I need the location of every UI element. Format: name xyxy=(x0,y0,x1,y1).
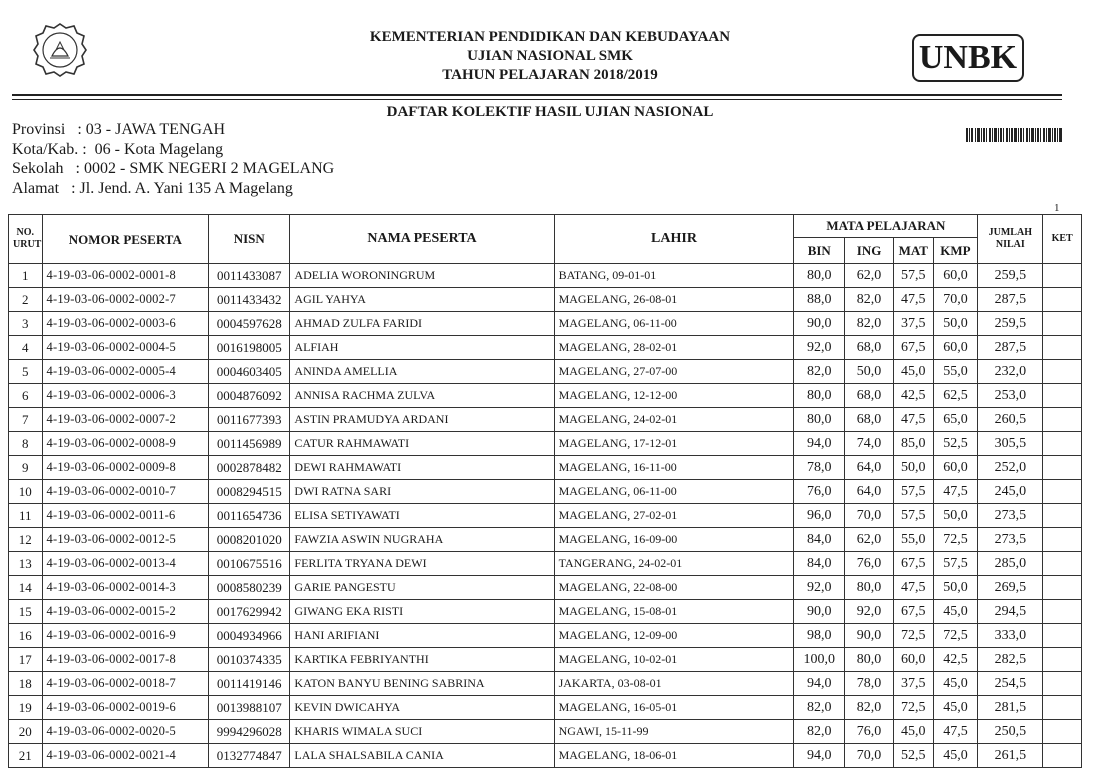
cell-jumlah-nilai: 232,0 xyxy=(978,360,1043,384)
cell-ket xyxy=(1043,384,1082,408)
cell-kmp: 45,0 xyxy=(933,696,978,720)
cell-no-urut: 9 xyxy=(9,456,43,480)
cell-kmp: 65,0 xyxy=(933,408,978,432)
cell-nomor-peserta: 4-19-03-06-0002-0009-8 xyxy=(42,456,209,480)
cell-nomor-peserta: 4-19-03-06-0002-0004-5 xyxy=(42,336,209,360)
cell-lahir: MAGELANG, 06-11-00 xyxy=(554,312,794,336)
cell-mat: 47,5 xyxy=(893,288,933,312)
table-row xyxy=(9,528,1082,552)
cell-nisn: 0011433087 xyxy=(209,264,290,288)
cell-no-urut: 21 xyxy=(9,744,43,768)
page-number: 1 xyxy=(1054,202,1060,214)
cell-no-urut: 2 xyxy=(9,288,43,312)
cell-bin: 92,0 xyxy=(794,336,845,360)
cell-nomor-peserta: 4-19-03-06-0002-0010-7 xyxy=(42,480,209,504)
cell-nomor-peserta: 4-19-03-06-0002-0019-6 xyxy=(42,696,209,720)
cell-bin: 90,0 xyxy=(794,312,845,336)
cell-bin: 98,0 xyxy=(794,624,845,648)
cell-lahir: MAGELANG, 17-12-01 xyxy=(554,432,794,456)
table-row xyxy=(9,648,1082,672)
cell-lahir: MAGELANG, 22-08-00 xyxy=(554,576,794,600)
cell-no-urut: 5 xyxy=(9,360,43,384)
cell-mat: 67,5 xyxy=(893,336,933,360)
cell-nisn: 0010374335 xyxy=(209,648,290,672)
provinsi-row xyxy=(12,120,334,140)
tut-wuri-handayani-logo-icon xyxy=(30,20,90,80)
cell-bin: 94,0 xyxy=(794,432,845,456)
kota-row xyxy=(12,140,334,160)
cell-nomor-peserta: 4-19-03-06-0002-0021-4 xyxy=(42,744,209,768)
header-lahir: LAHIR xyxy=(554,215,794,264)
cell-mat: 57,5 xyxy=(893,480,933,504)
cell-kmp: 50,0 xyxy=(933,312,978,336)
cell-bin: 82,0 xyxy=(794,696,845,720)
cell-nama-peserta: KHARIS WIMALA SUCI xyxy=(290,720,554,744)
cell-kmp: 45,0 xyxy=(933,600,978,624)
cell-nama-peserta: GARIE PANGESTU xyxy=(290,576,554,600)
cell-kmp: 47,5 xyxy=(933,480,978,504)
sekolah-row xyxy=(12,159,334,179)
cell-lahir: MAGELANG, 24-02-01 xyxy=(554,408,794,432)
cell-nama-peserta: ADELIA WORONINGRUM xyxy=(290,264,554,288)
cell-nama-peserta: FERLITA TRYANA DEWI xyxy=(290,552,554,576)
cell-nama-peserta: KEVIN DWICAHYA xyxy=(290,696,554,720)
cell-bin: 80,0 xyxy=(794,264,845,288)
cell-nomor-peserta: 4-19-03-06-0002-0007-2 xyxy=(42,408,209,432)
cell-ket xyxy=(1043,648,1082,672)
cell-ing: 92,0 xyxy=(845,600,894,624)
cell-ket xyxy=(1043,528,1082,552)
cell-ket xyxy=(1043,744,1082,768)
cell-ket xyxy=(1043,720,1082,744)
cell-jumlah-nilai: 269,5 xyxy=(978,576,1043,600)
cell-nisn: 0010675516 xyxy=(209,552,290,576)
cell-jumlah-nilai: 333,0 xyxy=(978,624,1043,648)
cell-kmp: 60,0 xyxy=(933,336,978,360)
cell-nisn: 0004603405 xyxy=(209,360,290,384)
table-row xyxy=(9,624,1082,648)
cell-no-urut: 13 xyxy=(9,552,43,576)
cell-nama-peserta: KATON BANYU BENING SABRINA xyxy=(290,672,554,696)
cell-ket xyxy=(1043,600,1082,624)
cell-nama-peserta: ANNISA RACHMA ZULVA xyxy=(290,384,554,408)
cell-kmp: 50,0 xyxy=(933,504,978,528)
cell-nisn: 0016198005 xyxy=(209,336,290,360)
cell-nomor-peserta: 4-19-03-06-0002-0014-3 xyxy=(42,576,209,600)
table-row xyxy=(9,432,1082,456)
cell-ket xyxy=(1043,672,1082,696)
cell-nomor-peserta: 4-19-03-06-0002-0015-2 xyxy=(42,600,209,624)
table-row xyxy=(9,720,1082,744)
cell-nama-peserta: ASTIN PRAMUDYA ARDANI xyxy=(290,408,554,432)
cell-jumlah-nilai: 285,0 xyxy=(978,552,1043,576)
cell-jumlah-nilai: 259,5 xyxy=(978,312,1043,336)
cell-nomor-peserta: 4-19-03-06-0002-0020-5 xyxy=(42,720,209,744)
cell-nama-peserta: CATUR RAHMAWATI xyxy=(290,432,554,456)
cell-bin: 90,0 xyxy=(794,600,845,624)
header-divider xyxy=(12,94,1062,96)
cell-nisn: 0011433432 xyxy=(209,288,290,312)
cell-kmp: 50,0 xyxy=(933,576,978,600)
cell-nisn: 9994296028 xyxy=(209,720,290,744)
cell-ket xyxy=(1043,312,1082,336)
table-row xyxy=(9,480,1082,504)
cell-nama-peserta: KARTIKA FEBRIYANTHI xyxy=(290,648,554,672)
cell-bin: 80,0 xyxy=(794,384,845,408)
cell-nama-peserta: DWI RATNA SARI xyxy=(290,480,554,504)
cell-ket xyxy=(1043,408,1082,432)
header-nomor-peserta: NOMOR PESERTA xyxy=(42,215,209,264)
cell-mat: 45,0 xyxy=(893,720,933,744)
cell-nisn: 0002878482 xyxy=(209,456,290,480)
header-divider-thin xyxy=(12,99,1062,100)
cell-mat: 50,0 xyxy=(893,456,933,480)
cell-bin: 80,0 xyxy=(794,408,845,432)
header-no-urut: NO. URUT xyxy=(9,215,43,264)
cell-ket xyxy=(1043,624,1082,648)
cell-no-urut: 15 xyxy=(9,600,43,624)
cell-no-urut: 1 xyxy=(9,264,43,288)
cell-lahir: MAGELANG, 10-02-01 xyxy=(554,648,794,672)
cell-no-urut: 3 xyxy=(9,312,43,336)
cell-nomor-peserta: 4-19-03-06-0002-0001-8 xyxy=(42,264,209,288)
cell-lahir: MAGELANG, 16-09-00 xyxy=(554,528,794,552)
cell-jumlah-nilai: 259,5 xyxy=(978,264,1043,288)
cell-ket xyxy=(1043,552,1082,576)
cell-ket xyxy=(1043,480,1082,504)
table-row xyxy=(9,288,1082,312)
cell-mat: 57,5 xyxy=(893,264,933,288)
cell-no-urut: 17 xyxy=(9,648,43,672)
cell-kmp: 72,5 xyxy=(933,528,978,552)
cell-ing: 76,0 xyxy=(845,720,894,744)
cell-lahir: BATANG, 09-01-01 xyxy=(554,264,794,288)
cell-no-urut: 18 xyxy=(9,672,43,696)
cell-lahir: MAGELANG, 26-08-01 xyxy=(554,288,794,312)
cell-no-urut: 8 xyxy=(9,432,43,456)
cell-nama-peserta: HANI ARIFIANI xyxy=(290,624,554,648)
cell-jumlah-nilai: 254,5 xyxy=(978,672,1043,696)
cell-bin: 94,0 xyxy=(794,672,845,696)
cell-no-urut: 6 xyxy=(9,384,43,408)
cell-no-urut: 12 xyxy=(9,528,43,552)
cell-mat: 45,0 xyxy=(893,360,933,384)
header-kmp: KMP xyxy=(933,238,978,264)
cell-no-urut: 7 xyxy=(9,408,43,432)
table-row xyxy=(9,408,1082,432)
cell-kmp: 62,5 xyxy=(933,384,978,408)
cell-nomor-peserta: 4-19-03-06-0002-0017-8 xyxy=(42,648,209,672)
cell-mat: 37,5 xyxy=(893,312,933,336)
cell-ing: 50,0 xyxy=(845,360,894,384)
cell-nomor-peserta: 4-19-03-06-0002-0012-5 xyxy=(42,528,209,552)
cell-mat: 57,5 xyxy=(893,504,933,528)
table-row xyxy=(9,384,1082,408)
table-row xyxy=(9,336,1082,360)
cell-mat: 47,5 xyxy=(893,408,933,432)
cell-jumlah-nilai: 252,0 xyxy=(978,456,1043,480)
cell-ing: 78,0 xyxy=(845,672,894,696)
cell-nomor-peserta: 4-19-03-06-0002-0013-4 xyxy=(42,552,209,576)
cell-lahir: MAGELANG, 12-09-00 xyxy=(554,624,794,648)
cell-kmp: 52,5 xyxy=(933,432,978,456)
cell-ing: 82,0 xyxy=(845,312,894,336)
header-bin: BIN xyxy=(794,238,845,264)
cell-ing: 76,0 xyxy=(845,552,894,576)
cell-nomor-peserta: 4-19-03-06-0002-0003-6 xyxy=(42,312,209,336)
cell-lahir: MAGELANG, 28-02-01 xyxy=(554,336,794,360)
cell-nisn: 0008580239 xyxy=(209,576,290,600)
table-row xyxy=(9,552,1082,576)
cell-kmp: 55,0 xyxy=(933,360,978,384)
cell-lahir: NGAWI, 15-11-99 xyxy=(554,720,794,744)
cell-ket xyxy=(1043,288,1082,312)
cell-nama-peserta: FAWZIA ASWIN NUGRAHA xyxy=(290,528,554,552)
cell-nisn: 0008294515 xyxy=(209,480,290,504)
table-row xyxy=(9,600,1082,624)
cell-nomor-peserta: 4-19-03-06-0002-0006-3 xyxy=(42,384,209,408)
cell-jumlah-nilai: 287,5 xyxy=(978,336,1043,360)
cell-nisn: 0011456989 xyxy=(209,432,290,456)
cell-nisn: 0004876092 xyxy=(209,384,290,408)
header-jumlah-nilai: JUMLAH NILAI xyxy=(978,215,1043,264)
cell-ing: 70,0 xyxy=(845,504,894,528)
cell-nama-peserta: ALFIAH xyxy=(290,336,554,360)
cell-mat: 85,0 xyxy=(893,432,933,456)
cell-kmp: 42,5 xyxy=(933,648,978,672)
cell-nama-peserta: LALA SHALSABILA CANIA xyxy=(290,744,554,768)
cell-mat: 72,5 xyxy=(893,624,933,648)
cell-no-urut: 14 xyxy=(9,576,43,600)
cell-ket xyxy=(1043,576,1082,600)
cell-kmp: 72,5 xyxy=(933,624,978,648)
cell-ing: 70,0 xyxy=(845,744,894,768)
cell-nisn: 0013988107 xyxy=(209,696,290,720)
header-nama-peserta: NAMA PESERTA xyxy=(290,215,554,264)
cell-bin: 100,0 xyxy=(794,648,845,672)
kota-label: Kota/Kab. : xyxy=(12,140,87,158)
cell-kmp: 70,0 xyxy=(933,288,978,312)
table-row xyxy=(9,696,1082,720)
header-nisn: NISN xyxy=(209,215,290,264)
table-row xyxy=(9,504,1082,528)
cell-mat: 67,5 xyxy=(893,552,933,576)
header-mata-pelajaran: MATA PELAJARAN xyxy=(794,215,978,238)
academic-year: TAHUN PELAJARAN 2018/2019 xyxy=(442,67,658,83)
cell-ing: 64,0 xyxy=(845,480,894,504)
cell-kmp: 47,5 xyxy=(933,720,978,744)
cell-no-urut: 19 xyxy=(9,696,43,720)
cell-bin: 94,0 xyxy=(794,744,845,768)
cell-nisn: 0017629942 xyxy=(209,600,290,624)
sekolah-value: : 0002 - SMK NEGERI 2 MAGELANG xyxy=(75,160,335,177)
cell-no-urut: 11 xyxy=(9,504,43,528)
cell-lahir: MAGELANG, 15-08-01 xyxy=(554,600,794,624)
cell-ing: 80,0 xyxy=(845,576,894,600)
cell-nama-peserta: AGIL YAHYA xyxy=(290,288,554,312)
cell-lahir: MAGELANG, 16-11-00 xyxy=(554,456,794,480)
cell-ket xyxy=(1043,336,1082,360)
cell-nomor-peserta: 4-19-03-06-0002-0018-7 xyxy=(42,672,209,696)
cell-ket xyxy=(1043,432,1082,456)
cell-jumlah-nilai: 261,5 xyxy=(978,744,1043,768)
cell-jumlah-nilai: 305,5 xyxy=(978,432,1043,456)
cell-ing: 64,0 xyxy=(845,456,894,480)
ministry-title: KEMENTERIAN PENDIDIKAN DAN KEBUDAYAAN xyxy=(369,29,731,45)
cell-kmp: 45,0 xyxy=(933,744,978,768)
cell-nisn: 0011654736 xyxy=(209,504,290,528)
cell-jumlah-nilai: 253,0 xyxy=(978,384,1043,408)
cell-mat: 47,5 xyxy=(893,576,933,600)
cell-ing: 74,0 xyxy=(845,432,894,456)
cell-jumlah-nilai: 260,5 xyxy=(978,408,1043,432)
provinsi-label: Provinsi xyxy=(12,121,66,138)
table-row xyxy=(9,672,1082,696)
cell-bin: 84,0 xyxy=(794,528,845,552)
cell-bin: 76,0 xyxy=(794,480,845,504)
cell-lahir: MAGELANG, 27-07-00 xyxy=(554,360,794,384)
document-header xyxy=(300,28,800,85)
cell-nama-peserta: AHMAD ZULFA FARIDI xyxy=(290,312,554,336)
cell-bin: 82,0 xyxy=(794,720,845,744)
school-info xyxy=(12,120,334,198)
cell-bin: 78,0 xyxy=(794,456,845,480)
cell-ket xyxy=(1043,264,1082,288)
cell-ing: 90,0 xyxy=(845,624,894,648)
cell-lahir: MAGELANG, 27-02-01 xyxy=(554,504,794,528)
cell-mat: 72,5 xyxy=(893,696,933,720)
table-row xyxy=(9,456,1082,480)
table-row xyxy=(9,576,1082,600)
cell-ing: 68,0 xyxy=(845,384,894,408)
cell-nisn: 0132774847 xyxy=(209,744,290,768)
cell-nomor-peserta: 4-19-03-06-0002-0008-9 xyxy=(42,432,209,456)
cell-jumlah-nilai: 282,5 xyxy=(978,648,1043,672)
provinsi-value: : 03 - JAWA TENGAH xyxy=(77,121,226,138)
cell-nama-peserta: ELISA SETIYAWATI xyxy=(290,504,554,528)
cell-mat: 55,0 xyxy=(893,528,933,552)
cell-nomor-peserta: 4-19-03-06-0002-0011-6 xyxy=(42,504,209,528)
cell-ing: 82,0 xyxy=(845,288,894,312)
kota-value: 06 - Kota Magelang xyxy=(94,140,224,158)
alamat-label: Alamat xyxy=(12,179,60,197)
barcode-icon xyxy=(966,128,1062,142)
cell-nomor-peserta: 4-19-03-06-0002-0002-7 xyxy=(42,288,209,312)
cell-jumlah-nilai: 273,5 xyxy=(978,528,1043,552)
cell-mat: 60,0 xyxy=(893,648,933,672)
table-row xyxy=(9,264,1082,288)
cell-nama-peserta: ANINDA AMELLIA xyxy=(290,360,554,384)
cell-nama-peserta: DEWI RAHMAWATI xyxy=(290,456,554,480)
cell-bin: 96,0 xyxy=(794,504,845,528)
cell-lahir: MAGELANG, 12-12-00 xyxy=(554,384,794,408)
document-subtitle: DAFTAR KOLEKTIF HASIL UJIAN NASIONAL xyxy=(386,104,714,120)
table-row xyxy=(9,360,1082,384)
alamat-row xyxy=(12,179,334,199)
cell-nisn: 0004934966 xyxy=(209,624,290,648)
cell-bin: 88,0 xyxy=(794,288,845,312)
cell-nisn: 0011419146 xyxy=(209,672,290,696)
cell-nisn: 0004597628 xyxy=(209,312,290,336)
cell-nisn: 0011677393 xyxy=(209,408,290,432)
cell-no-urut: 16 xyxy=(9,624,43,648)
header-ket: KET xyxy=(1043,215,1082,264)
cell-bin: 82,0 xyxy=(794,360,845,384)
header-mat: MAT xyxy=(893,238,933,264)
header-ing: ING xyxy=(845,238,894,264)
cell-bin: 92,0 xyxy=(794,576,845,600)
cell-ing: 68,0 xyxy=(845,408,894,432)
cell-jumlah-nilai: 273,5 xyxy=(978,504,1043,528)
results-table xyxy=(8,214,1082,768)
alamat-value: : Jl. Jend. A. Yani 135 A Magelang xyxy=(71,179,293,197)
cell-lahir: TANGERANG, 24-02-01 xyxy=(554,552,794,576)
cell-kmp: 57,5 xyxy=(933,552,978,576)
cell-mat: 37,5 xyxy=(893,672,933,696)
table-row xyxy=(9,744,1082,768)
cell-ing: 68,0 xyxy=(845,336,894,360)
cell-lahir: JAKARTA, 03-08-01 xyxy=(554,672,794,696)
cell-mat: 42,5 xyxy=(893,384,933,408)
sekolah-label: Sekolah xyxy=(12,160,64,177)
cell-kmp: 60,0 xyxy=(933,264,978,288)
cell-lahir: MAGELANG, 18-06-01 xyxy=(554,744,794,768)
cell-ing: 80,0 xyxy=(845,648,894,672)
unbk-badge: UNBK xyxy=(912,34,1024,82)
cell-ing: 62,0 xyxy=(845,264,894,288)
cell-mat: 67,5 xyxy=(893,600,933,624)
cell-nama-peserta: GIWANG EKA RISTI xyxy=(290,600,554,624)
cell-nomor-peserta: 4-19-03-06-0002-0016-9 xyxy=(42,624,209,648)
cell-nomor-peserta: 4-19-03-06-0002-0005-4 xyxy=(42,360,209,384)
exam-title: UJIAN NASIONAL SMK xyxy=(467,48,633,64)
cell-kmp: 45,0 xyxy=(933,672,978,696)
cell-lahir: MAGELANG, 16-05-01 xyxy=(554,696,794,720)
cell-no-urut: 4 xyxy=(9,336,43,360)
cell-ing: 62,0 xyxy=(845,528,894,552)
cell-nisn: 0008201020 xyxy=(209,528,290,552)
cell-ing: 82,0 xyxy=(845,696,894,720)
cell-jumlah-nilai: 281,5 xyxy=(978,696,1043,720)
cell-mat: 52,5 xyxy=(893,744,933,768)
cell-kmp: 60,0 xyxy=(933,456,978,480)
cell-ket xyxy=(1043,504,1082,528)
cell-no-urut: 20 xyxy=(9,720,43,744)
table-row xyxy=(9,312,1082,336)
cell-jumlah-nilai: 294,5 xyxy=(978,600,1043,624)
cell-ket xyxy=(1043,456,1082,480)
cell-ket xyxy=(1043,696,1082,720)
cell-ket xyxy=(1043,360,1082,384)
cell-jumlah-nilai: 245,0 xyxy=(978,480,1043,504)
cell-lahir: MAGELANG, 06-11-00 xyxy=(554,480,794,504)
cell-jumlah-nilai: 250,5 xyxy=(978,720,1043,744)
cell-no-urut: 10 xyxy=(9,480,43,504)
cell-bin: 84,0 xyxy=(794,552,845,576)
cell-jumlah-nilai: 287,5 xyxy=(978,288,1043,312)
